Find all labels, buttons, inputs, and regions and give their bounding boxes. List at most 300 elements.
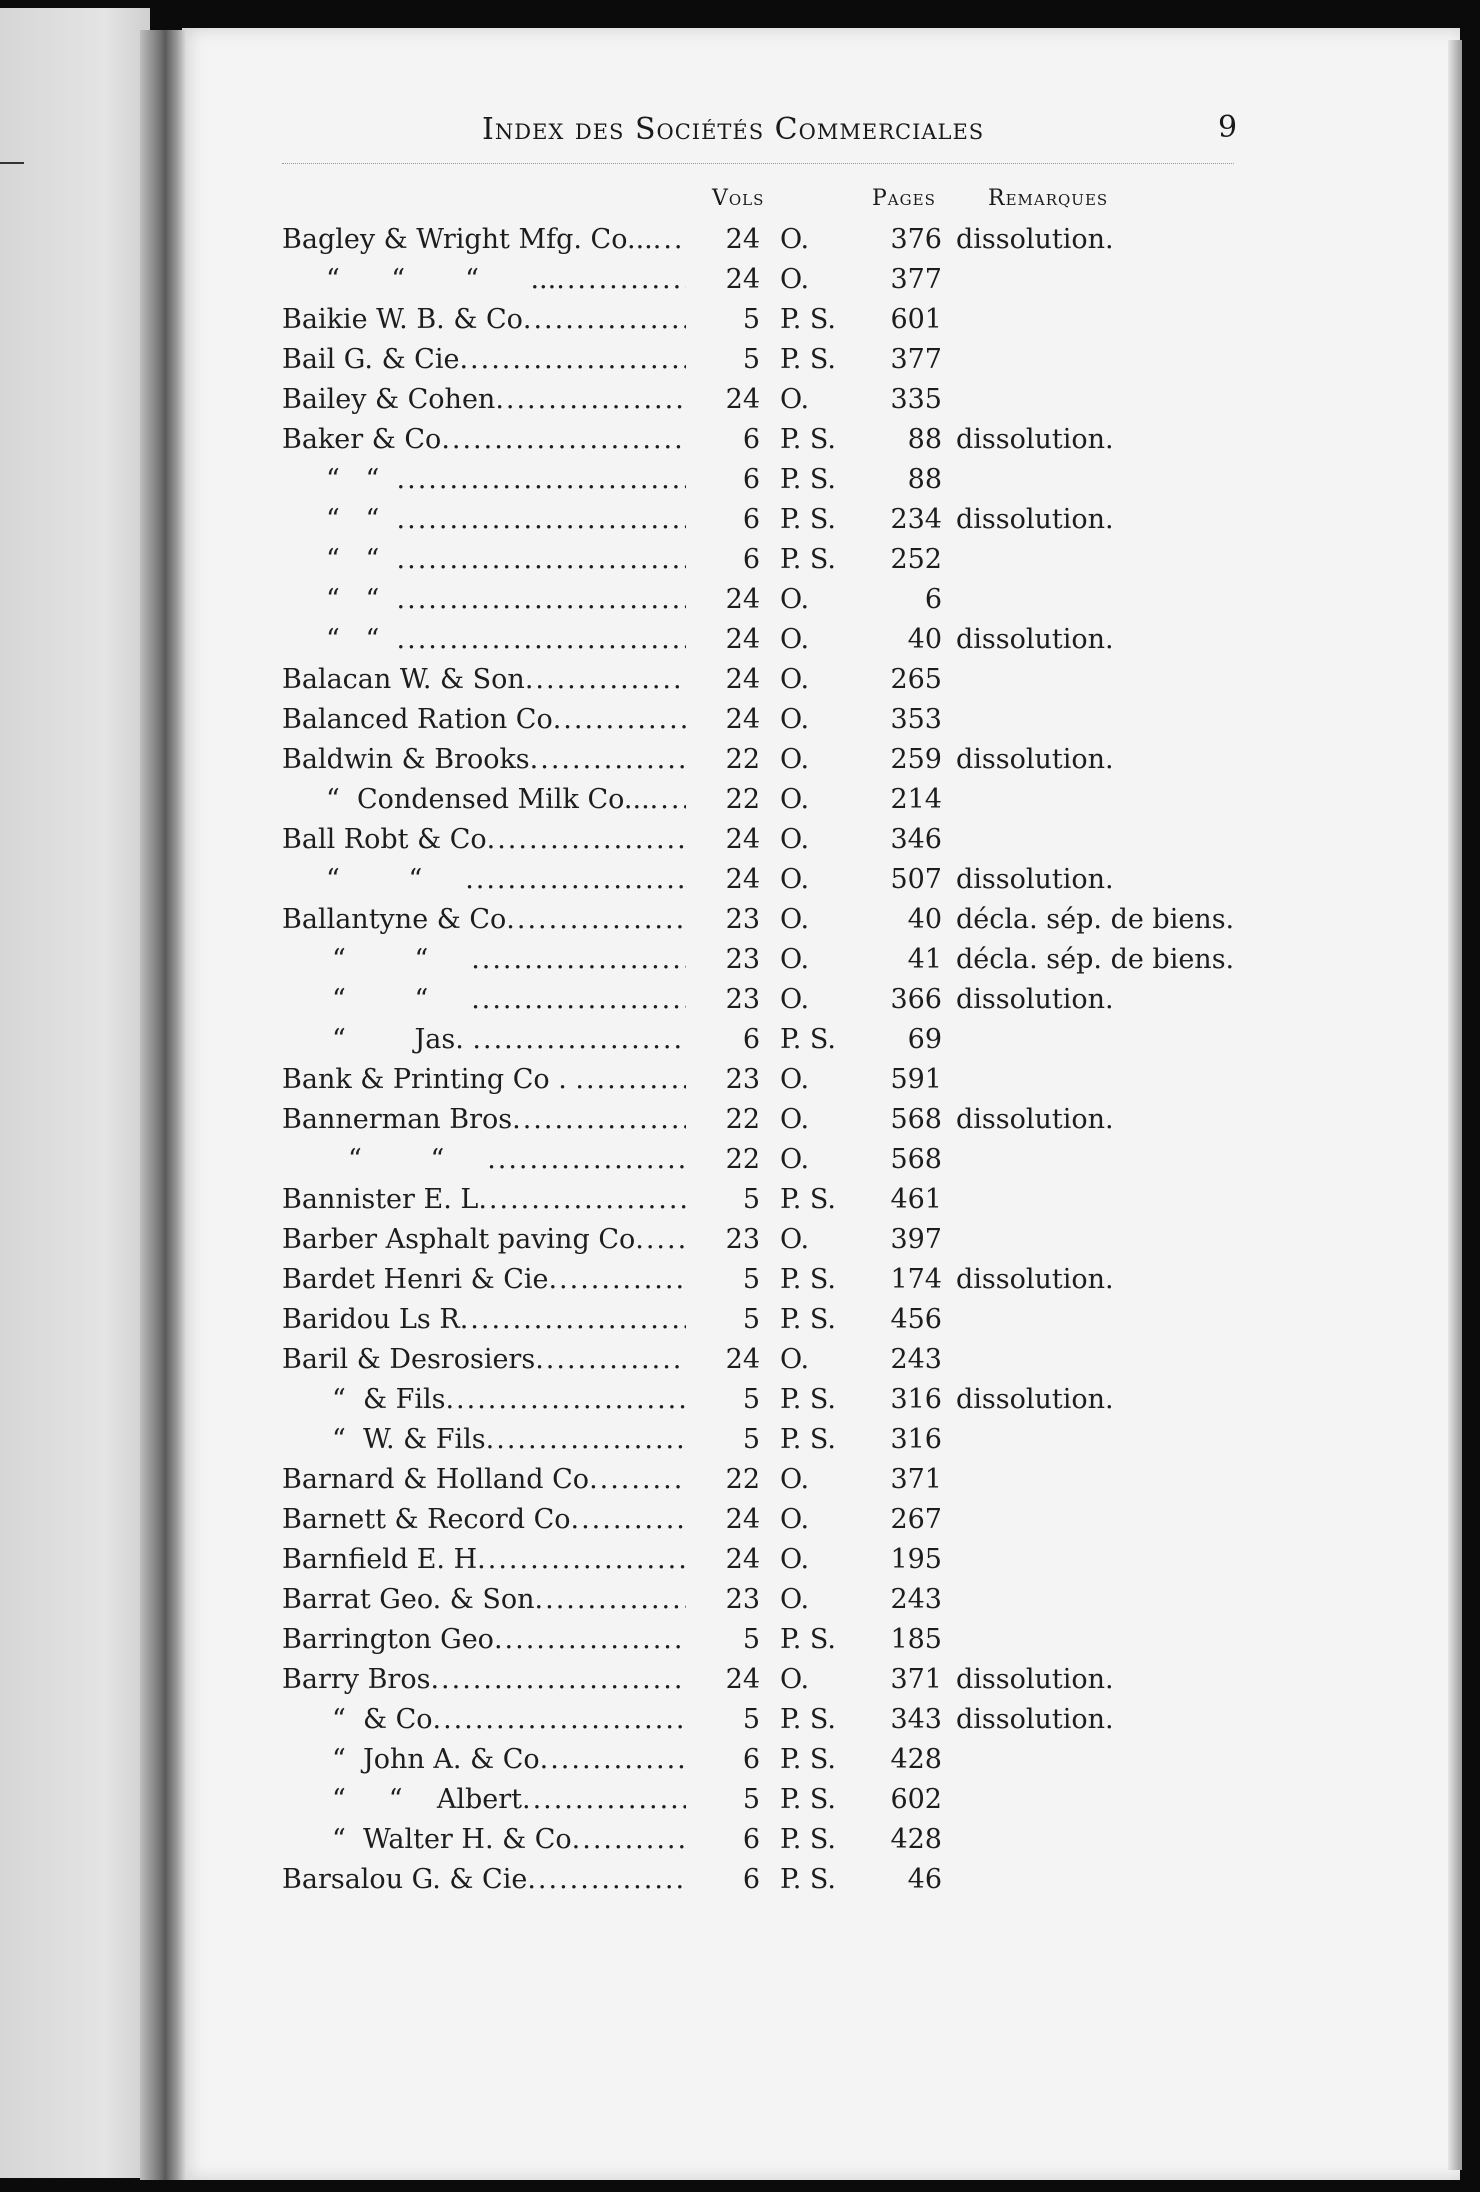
entry-name-text: Ball Robt & Co xyxy=(282,824,487,855)
entry-volume: 5 xyxy=(742,1624,760,1655)
index-entry xyxy=(0,1860,1300,1900)
entry-series: P. S. xyxy=(780,1424,836,1455)
entry-series: O. xyxy=(780,224,810,255)
entry-page: 234 xyxy=(890,504,942,535)
entry-name-text: Barsalou G. & Cie xyxy=(282,1864,528,1895)
leader-dots xyxy=(653,224,686,255)
index-entry xyxy=(0,460,1300,500)
entry-name xyxy=(332,1784,686,1815)
leader-dots xyxy=(397,464,686,495)
entry-series: O. xyxy=(780,1504,810,1535)
index-entry xyxy=(0,1300,1300,1340)
entry-name xyxy=(282,1344,686,1375)
entry-page: 185 xyxy=(890,1624,942,1655)
leader-dots xyxy=(535,1344,686,1375)
entry-series: O. xyxy=(780,1344,810,1375)
entry-series: O. xyxy=(780,1664,810,1695)
entry-remark: décla. sép. de biens. xyxy=(956,944,1235,975)
entry-name-text: Barrat Geo. & Son xyxy=(282,1584,535,1615)
entry-volume: 23 xyxy=(725,1064,760,1095)
column-header-remarques: Remarques xyxy=(988,186,1109,211)
entry-series: O. xyxy=(780,744,810,775)
entry-name xyxy=(282,1264,686,1295)
leader-dots xyxy=(487,824,686,855)
entry-name-text: Barnett & Record Co xyxy=(282,1504,571,1535)
entry-name-text: “ “ xyxy=(326,464,397,495)
entry-volume: 23 xyxy=(725,984,760,1015)
index-entry xyxy=(0,940,1300,980)
entry-series: P. S. xyxy=(780,304,836,335)
entry-name xyxy=(332,1384,686,1415)
index-entry xyxy=(0,1460,1300,1500)
entry-volume: 6 xyxy=(742,424,760,455)
index-entry xyxy=(0,1020,1300,1060)
header-rule xyxy=(282,163,1234,165)
leader-dots xyxy=(540,1744,686,1775)
index-entry xyxy=(0,500,1300,540)
leader-dots xyxy=(495,384,686,415)
entry-name xyxy=(332,1704,686,1735)
column-header-vols: Vols xyxy=(712,186,765,211)
entry-name xyxy=(282,1544,686,1575)
entry-volume: 22 xyxy=(725,1464,760,1495)
entry-page: 195 xyxy=(890,1544,942,1575)
entry-name-text: “ Condensed Milk Co... xyxy=(326,784,650,815)
entry-volume: 5 xyxy=(742,1264,760,1295)
entry-name xyxy=(326,624,686,655)
index-entries xyxy=(0,220,1300,1900)
entry-page: 377 xyxy=(890,344,942,375)
leader-dots xyxy=(477,1544,686,1575)
entry-volume: 5 xyxy=(742,344,760,375)
entry-remark: dissolution. xyxy=(956,1104,1114,1135)
entry-remark: décla. sép. de biens. xyxy=(956,904,1235,935)
entry-name xyxy=(282,424,686,455)
leader-dots xyxy=(506,904,686,935)
entry-page: 243 xyxy=(890,1584,942,1615)
entry-name xyxy=(326,464,686,495)
entry-series: P. S. xyxy=(780,424,836,455)
entry-volume: 22 xyxy=(725,744,760,775)
index-entry xyxy=(0,540,1300,580)
index-entry xyxy=(0,1660,1300,1700)
entry-page: 69 xyxy=(907,1024,942,1055)
entry-name-text: “ & Co xyxy=(332,1704,433,1735)
entry-name-text: “ “ “ ... xyxy=(326,264,557,295)
leader-dots xyxy=(397,544,686,575)
leader-dots xyxy=(553,704,686,735)
entry-volume: 6 xyxy=(742,504,760,535)
leader-dots xyxy=(494,1624,686,1655)
entry-page: 252 xyxy=(890,544,942,575)
index-entry xyxy=(0,1100,1300,1140)
entry-name xyxy=(332,984,686,1015)
entry-name xyxy=(282,1304,686,1335)
index-entry xyxy=(0,1380,1300,1420)
facing-page-mark xyxy=(0,162,24,164)
entry-remark: dissolution. xyxy=(956,504,1114,535)
entry-name-text: Bardet Henri & Cie xyxy=(282,1264,549,1295)
entry-series: O. xyxy=(780,264,810,295)
index-entry xyxy=(0,860,1300,900)
entry-page: 243 xyxy=(890,1344,942,1375)
entry-name xyxy=(326,544,686,575)
entry-page: 40 xyxy=(907,624,942,655)
entry-series: O. xyxy=(780,664,810,695)
leader-dots xyxy=(527,1864,686,1895)
index-entry xyxy=(0,1420,1300,1460)
entry-name-text: Barry Bros xyxy=(282,1664,431,1695)
entry-name xyxy=(282,344,686,375)
entry-series: O. xyxy=(780,384,810,415)
index-entry xyxy=(0,340,1300,380)
index-entry xyxy=(0,780,1300,820)
entry-volume: 6 xyxy=(742,1824,760,1855)
entry-series: O. xyxy=(780,784,810,815)
entry-volume: 23 xyxy=(725,1584,760,1615)
entry-name-text: “ “ xyxy=(326,504,397,535)
entry-remark: dissolution. xyxy=(956,1664,1114,1695)
leader-dots xyxy=(486,1424,686,1455)
entry-name-text: Balacan W. & Son xyxy=(282,664,525,695)
leader-dots xyxy=(548,1264,686,1295)
entry-name-text: “ & Fils xyxy=(332,1384,446,1415)
index-entry xyxy=(0,1220,1300,1260)
entry-name-text: “ “ xyxy=(326,584,397,615)
entry-volume: 24 xyxy=(725,1544,760,1575)
entry-name-text: Bank & Printing Co . xyxy=(282,1064,576,1095)
entry-series: O. xyxy=(780,1544,810,1575)
entry-name xyxy=(282,704,686,735)
index-entry xyxy=(0,1740,1300,1780)
entry-name-text: “ “ xyxy=(326,544,397,575)
leader-dots xyxy=(570,1504,686,1535)
leader-dots xyxy=(589,1464,686,1495)
entry-name xyxy=(326,504,686,535)
entry-remark: dissolution. xyxy=(956,624,1114,655)
index-entry xyxy=(0,1540,1300,1580)
entry-name xyxy=(282,1864,686,1895)
entry-series: P. S. xyxy=(780,544,836,575)
entry-name-text: Balanced Ration Co xyxy=(282,704,553,735)
entry-name-text: Barnard & Holland Co xyxy=(282,1464,590,1495)
leader-dots xyxy=(575,1064,686,1095)
entry-name xyxy=(282,1464,686,1495)
entry-page: 602 xyxy=(890,1784,942,1815)
entry-name xyxy=(326,784,686,815)
entry-page: 346 xyxy=(890,824,942,855)
entry-volume: 24 xyxy=(725,824,760,855)
leader-dots xyxy=(471,984,686,1015)
index-entry xyxy=(0,980,1300,1020)
entry-name-text: Baker & Co xyxy=(282,424,442,455)
entry-name xyxy=(332,944,686,975)
entry-name xyxy=(348,1144,686,1175)
entry-name xyxy=(282,1624,686,1655)
entry-series: O. xyxy=(780,624,810,655)
index-entry xyxy=(0,1580,1300,1620)
entry-volume: 6 xyxy=(742,464,760,495)
entry-volume: 24 xyxy=(725,864,760,895)
index-entry xyxy=(0,220,1300,260)
entry-volume: 22 xyxy=(725,1144,760,1175)
index-entry xyxy=(0,1060,1300,1100)
index-entry xyxy=(0,740,1300,780)
entry-series: P. S. xyxy=(780,1304,836,1335)
entry-name xyxy=(282,1504,686,1535)
entry-page: 371 xyxy=(890,1664,942,1695)
entry-series: P. S. xyxy=(780,1624,836,1655)
entry-page: 568 xyxy=(890,1144,942,1175)
entry-page: 46 xyxy=(907,1864,942,1895)
leader-dots xyxy=(635,1224,686,1255)
entry-page: 371 xyxy=(890,1464,942,1495)
entry-remark: dissolution. xyxy=(956,424,1114,455)
entry-page: 366 xyxy=(890,984,942,1015)
entry-page: 397 xyxy=(890,1224,942,1255)
entry-page: 214 xyxy=(890,784,942,815)
entry-volume: 24 xyxy=(725,664,760,695)
entry-page: 88 xyxy=(907,464,942,495)
entry-page: 343 xyxy=(890,1704,942,1735)
entry-page: 88 xyxy=(907,424,942,455)
entry-name xyxy=(326,584,686,615)
entry-name-text: “ “ xyxy=(348,1144,488,1175)
leader-dots xyxy=(397,584,686,615)
entry-page: 591 xyxy=(890,1064,942,1095)
index-entry xyxy=(0,580,1300,620)
leader-dots xyxy=(471,944,686,975)
entry-name-text: “ “ xyxy=(326,624,397,655)
entry-page: 428 xyxy=(890,1744,942,1775)
entry-series: O. xyxy=(780,584,810,615)
leader-dots xyxy=(512,1104,686,1135)
entry-series: O. xyxy=(780,1584,810,1615)
entry-name-text: “ John A. & Co xyxy=(332,1744,540,1775)
index-entry xyxy=(0,1500,1300,1540)
index-entry xyxy=(0,1260,1300,1300)
leader-dots xyxy=(430,1664,686,1695)
entry-volume: 24 xyxy=(725,584,760,615)
entry-volume: 24 xyxy=(725,264,760,295)
leader-dots xyxy=(650,784,686,815)
entry-volume: 24 xyxy=(725,1504,760,1535)
entry-page: 6 xyxy=(924,584,942,615)
index-entry xyxy=(0,300,1300,340)
entry-volume: 22 xyxy=(725,784,760,815)
entry-name xyxy=(282,1584,686,1615)
entry-page: 335 xyxy=(890,384,942,415)
entry-page: 568 xyxy=(890,1104,942,1135)
entry-page: 40 xyxy=(907,904,942,935)
entry-volume: 5 xyxy=(742,1424,760,1455)
entry-page: 376 xyxy=(890,224,942,255)
entry-page: 41 xyxy=(907,944,942,975)
entry-page: 316 xyxy=(890,1424,942,1455)
entry-volume: 24 xyxy=(725,224,760,255)
entry-remark: dissolution. xyxy=(956,744,1114,775)
entry-name-text: Baridou Ls R xyxy=(282,1304,460,1335)
entry-series: P. S. xyxy=(780,504,836,535)
leader-dots xyxy=(535,1584,686,1615)
leader-dots xyxy=(445,1384,686,1415)
index-entry xyxy=(0,660,1300,700)
entry-page: 316 xyxy=(890,1384,942,1415)
entry-name xyxy=(282,664,686,695)
entry-name-text: Baril & Desrosiers xyxy=(282,1344,536,1375)
leader-dots xyxy=(397,624,686,655)
entry-volume: 23 xyxy=(725,1224,760,1255)
index-entry xyxy=(0,1620,1300,1660)
leader-dots xyxy=(522,1784,686,1815)
entry-name-text: Bannister E. L xyxy=(282,1184,479,1215)
entry-name-text: Bail G. & Cie xyxy=(282,344,460,375)
index-entry xyxy=(0,420,1300,460)
leader-dots xyxy=(487,1144,686,1175)
index-entry xyxy=(0,900,1300,940)
entry-volume: 24 xyxy=(725,1344,760,1375)
entry-name-text: “ W. & Fils xyxy=(332,1424,486,1455)
entry-series: P. S. xyxy=(780,1784,836,1815)
leader-dots xyxy=(441,424,686,455)
entry-page: 267 xyxy=(890,1504,942,1535)
index-entry xyxy=(0,820,1300,860)
entry-series: O. xyxy=(780,984,810,1015)
entry-volume: 24 xyxy=(725,624,760,655)
entry-volume: 5 xyxy=(742,1184,760,1215)
entry-page: 461 xyxy=(890,1184,942,1215)
entry-remark: dissolution. xyxy=(956,1384,1114,1415)
index-entry xyxy=(0,1140,1300,1180)
entry-volume: 24 xyxy=(725,704,760,735)
entry-name xyxy=(282,824,686,855)
leader-dots xyxy=(460,1304,686,1335)
entry-series: O. xyxy=(780,1064,810,1095)
leader-dots xyxy=(433,1704,687,1735)
entry-name xyxy=(282,224,686,255)
entry-name xyxy=(282,304,686,335)
entry-series: P. S. xyxy=(780,1384,836,1415)
entry-series: O. xyxy=(780,824,810,855)
entry-volume: 22 xyxy=(725,1104,760,1135)
entry-name-text: Barber Asphalt paving Co xyxy=(282,1224,636,1255)
entry-volume: 5 xyxy=(742,1304,760,1335)
entry-series: O. xyxy=(780,944,810,975)
entry-volume: 6 xyxy=(742,544,760,575)
entry-name-text: Bailey & Cohen xyxy=(282,384,496,415)
index-entry xyxy=(0,260,1300,300)
index-entry xyxy=(0,700,1300,740)
entry-name xyxy=(282,1664,686,1695)
entry-series: P. S. xyxy=(780,1704,836,1735)
entry-series: O. xyxy=(780,1104,810,1135)
index-entry xyxy=(0,1340,1300,1380)
entry-name xyxy=(332,1424,686,1455)
running-title: Index des Sociétés Commerciales xyxy=(482,112,985,147)
entry-volume: 6 xyxy=(742,1024,760,1055)
index-entry xyxy=(0,1700,1300,1740)
entry-name xyxy=(282,904,686,935)
entry-volume: 5 xyxy=(742,1384,760,1415)
entry-series: P. S. xyxy=(780,344,836,375)
entry-volume: 24 xyxy=(725,384,760,415)
leader-dots xyxy=(556,264,686,295)
entry-volume: 23 xyxy=(725,904,760,935)
page-right-edge xyxy=(1448,40,1462,2170)
entry-name-text: Bagley & Wright Mfg. Co... xyxy=(282,224,653,255)
entry-name-text: “ “ xyxy=(332,984,472,1015)
entry-name-text: “ Jas. xyxy=(332,1024,473,1055)
entry-remark: dissolution. xyxy=(956,864,1114,895)
leader-dots xyxy=(478,1184,686,1215)
entry-name-text: Barnfield E. H xyxy=(282,1544,478,1575)
leader-dots xyxy=(459,344,686,375)
entry-page: 174 xyxy=(890,1264,942,1295)
entry-name-text: “ “ xyxy=(332,944,472,975)
leader-dots xyxy=(472,1024,686,1055)
entry-series: O. xyxy=(780,704,810,735)
entry-volume: 6 xyxy=(742,1744,760,1775)
entry-series: O. xyxy=(780,1464,810,1495)
entry-page: 353 xyxy=(890,704,942,735)
entry-page: 259 xyxy=(890,744,942,775)
entry-name-text: Bannerman Bros xyxy=(282,1104,513,1135)
entry-name-text: Ballantyne & Co xyxy=(282,904,507,935)
entry-series: P. S. xyxy=(780,1744,836,1775)
leader-dots xyxy=(397,504,686,535)
entry-series: O. xyxy=(780,904,810,935)
entry-name xyxy=(282,1224,686,1255)
entry-name xyxy=(332,1824,686,1855)
entry-name xyxy=(332,1024,686,1055)
entry-remark: dissolution. xyxy=(956,984,1114,1015)
entry-page: 601 xyxy=(890,304,942,335)
entry-series: O. xyxy=(780,1144,810,1175)
leader-dots xyxy=(465,864,686,895)
entry-volume: 5 xyxy=(742,304,760,335)
entry-name xyxy=(282,1104,686,1135)
entry-remark: dissolution. xyxy=(956,1704,1114,1735)
entry-name xyxy=(282,1064,686,1095)
entry-name-text: “ Walter H. & Co xyxy=(332,1824,572,1855)
entry-name-text: Baldwin & Brooks xyxy=(282,744,530,775)
entry-series: P. S. xyxy=(780,1824,836,1855)
entry-name-text: Baikie W. B. & Co xyxy=(282,304,523,335)
entry-name xyxy=(332,1744,686,1775)
leader-dots xyxy=(523,304,686,335)
index-entry xyxy=(0,1820,1300,1860)
entry-series: O. xyxy=(780,864,810,895)
entry-remark: dissolution. xyxy=(956,1264,1114,1295)
entry-name xyxy=(326,264,686,295)
entry-page: 377 xyxy=(890,264,942,295)
index-entry xyxy=(0,620,1300,660)
entry-page: 428 xyxy=(890,1824,942,1855)
leader-dots xyxy=(530,744,686,775)
entry-page: 507 xyxy=(890,864,942,895)
page-number: 9 xyxy=(1218,110,1238,145)
index-entry xyxy=(0,380,1300,420)
entry-volume: 5 xyxy=(742,1704,760,1735)
entry-series: P. S. xyxy=(780,1264,836,1295)
entry-page: 456 xyxy=(890,1304,942,1335)
entry-series: O. xyxy=(780,1224,810,1255)
leader-dots xyxy=(572,1824,686,1855)
entry-name-text: “ “ Albert xyxy=(332,1784,523,1815)
entry-name xyxy=(282,1184,686,1215)
entry-volume: 24 xyxy=(725,1664,760,1695)
entry-name xyxy=(282,744,686,775)
